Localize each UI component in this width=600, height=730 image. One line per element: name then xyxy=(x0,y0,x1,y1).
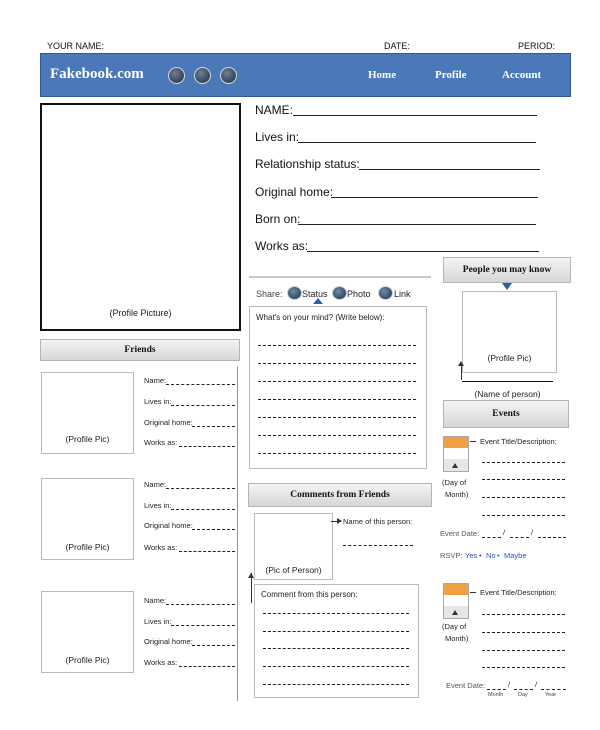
month-label: Month) xyxy=(445,634,469,643)
arrow-line xyxy=(461,366,462,380)
event-date-label: Event Date: xyxy=(446,681,486,690)
arrow-up-icon xyxy=(452,610,458,615)
friend-pic xyxy=(41,372,134,454)
share-divider xyxy=(249,276,431,278)
people-pic xyxy=(462,291,557,373)
friend-line[interactable] xyxy=(166,604,235,605)
arrow-up-icon xyxy=(458,361,464,366)
rsvp-maybe[interactable]: Maybe xyxy=(504,551,527,560)
share-status[interactable]: Status xyxy=(302,289,328,299)
event-line[interactable] xyxy=(482,497,565,498)
comment-line xyxy=(263,648,409,649)
friend-lives-label: Lives in: xyxy=(144,501,172,510)
arrow-down-icon xyxy=(502,283,512,290)
arrow-right-icon xyxy=(470,441,476,442)
profile-picture-box xyxy=(40,103,241,331)
date-slash: / xyxy=(508,680,511,689)
friend-line[interactable] xyxy=(171,509,235,510)
friend-lives-label: Lives in: xyxy=(144,397,172,406)
friend-pic-caption: (Profile Pic) xyxy=(65,655,110,665)
relationship-label: Relationship status: xyxy=(255,157,360,171)
friends-divider xyxy=(237,366,238,701)
event-desc-label: Event Title/Description: xyxy=(480,588,557,597)
event-day-line[interactable] xyxy=(514,689,533,690)
comment-line xyxy=(263,666,409,667)
comment-label: Comment from this person: xyxy=(261,590,358,599)
day-label: (Day of xyxy=(442,622,467,631)
event-line[interactable] xyxy=(482,614,565,615)
navbar xyxy=(40,53,571,97)
friend-works-label: Works as: xyxy=(144,658,178,667)
friend-line[interactable] xyxy=(171,625,235,626)
friend-name-label: Name: xyxy=(144,596,167,605)
comment-line xyxy=(263,631,409,632)
friend-works-label: Works as: xyxy=(144,438,178,447)
born-on-line[interactable] xyxy=(298,224,536,225)
arrow-up-icon xyxy=(248,573,254,578)
friend-lives-label: Lives in: xyxy=(144,617,172,626)
works-as-line[interactable] xyxy=(307,251,539,252)
comment-box[interactable] xyxy=(254,584,419,698)
photo-icon[interactable] xyxy=(332,286,347,300)
friend-name-label: Name: xyxy=(144,376,167,385)
comment-line xyxy=(263,684,409,685)
nav-home[interactable]: Home xyxy=(368,69,397,81)
nav-profile[interactable]: Profile xyxy=(435,69,467,81)
friend-line[interactable] xyxy=(171,405,235,406)
event-line[interactable] xyxy=(482,650,565,651)
event-line[interactable] xyxy=(482,479,565,480)
day-caption: Day xyxy=(518,692,528,698)
status-line xyxy=(258,435,416,436)
relationship-line[interactable] xyxy=(359,169,540,170)
rsvp-label: RSVP: xyxy=(440,551,463,560)
home-icon[interactable] xyxy=(168,67,185,84)
event-month-line[interactable] xyxy=(487,689,506,690)
original-home-label: Original home: xyxy=(255,185,334,199)
year-caption: Year xyxy=(545,692,557,698)
event-day-line[interactable] xyxy=(510,537,529,538)
comments-header: Comments from Friends xyxy=(248,483,432,507)
friend-home-label: Original home: xyxy=(144,418,193,427)
friend-pic-caption: (Profile Pic) xyxy=(65,542,110,552)
friend-line[interactable] xyxy=(179,446,235,447)
lives-in-line[interactable] xyxy=(298,142,536,143)
link-icon[interactable] xyxy=(378,286,393,300)
date-slash: / xyxy=(503,528,506,537)
original-home-line[interactable] xyxy=(331,197,538,198)
lives-in-label: Lives in: xyxy=(255,130,300,144)
status-box[interactable] xyxy=(249,306,427,469)
friend-pic xyxy=(41,591,134,673)
friend-line[interactable] xyxy=(166,488,235,489)
works-as-label: Works as: xyxy=(255,239,309,253)
status-line xyxy=(258,399,416,400)
mail-icon[interactable] xyxy=(220,67,237,84)
arrow-up-icon xyxy=(452,463,458,468)
events-header: Events xyxy=(443,400,569,428)
period-label: PERIOD: xyxy=(518,41,556,51)
arrow-up-icon xyxy=(313,298,323,304)
friend-pic xyxy=(41,478,134,560)
rsvp-bullet: • xyxy=(497,551,500,560)
event-date-label: Event Date: xyxy=(440,529,480,538)
name-field-label: NAME: xyxy=(255,103,294,117)
event-line[interactable] xyxy=(482,515,565,516)
brand-logo[interactable]: Fakebook.com xyxy=(50,66,144,82)
rsvp-no[interactable]: No xyxy=(486,551,496,560)
nav-account[interactable]: Account xyxy=(502,69,542,81)
date-label: DATE: xyxy=(384,41,410,51)
rsvp-bullet: • xyxy=(479,551,482,560)
day-label: (Day of xyxy=(442,478,467,487)
friend-pic-caption: (Profile Pic) xyxy=(65,434,110,444)
friend-line[interactable] xyxy=(179,551,235,552)
friend-home-label: Original home: xyxy=(144,637,193,646)
profile-picture-caption: (Profile Picture) xyxy=(109,308,172,318)
status-icon[interactable] xyxy=(287,286,302,300)
event-line[interactable] xyxy=(482,667,565,668)
share-label: Share: xyxy=(256,289,283,299)
people-name-line[interactable] xyxy=(462,381,553,382)
status-line xyxy=(258,381,416,382)
event-month-line[interactable] xyxy=(482,537,501,538)
friend-line[interactable] xyxy=(179,666,235,667)
status-prompt: What's on your mind? (Write below): xyxy=(256,313,385,322)
comment-person-pic xyxy=(254,513,333,580)
month-caption: Month xyxy=(488,692,504,698)
arrow-head-icon xyxy=(337,518,342,524)
name-field-line[interactable] xyxy=(293,115,537,116)
people-header: People you may know xyxy=(443,257,571,283)
friend-home-label: Original home: xyxy=(144,521,193,530)
event-year-line[interactable] xyxy=(541,689,566,690)
event-desc-label: Event Title/Description: xyxy=(480,437,557,446)
people-pic-caption: (Profile Pic) xyxy=(487,353,532,363)
people-name-caption: (Name of person) xyxy=(474,389,541,399)
friend-line[interactable] xyxy=(192,645,235,646)
month-label: Month) xyxy=(445,490,469,499)
share-photo[interactable]: Photo xyxy=(347,289,371,299)
date-slash: / xyxy=(535,680,538,689)
status-line xyxy=(258,345,416,346)
friends-header: Friends xyxy=(40,339,240,361)
rsvp-yes[interactable]: Yes xyxy=(465,551,478,560)
friend-line[interactable] xyxy=(166,384,235,385)
share-link[interactable]: Link xyxy=(394,289,411,299)
event-year-line[interactable] xyxy=(538,537,566,538)
comment-pic-caption: (Pic of Person) xyxy=(265,565,322,575)
event-line[interactable] xyxy=(482,462,565,463)
status-line xyxy=(258,453,416,454)
comment-line xyxy=(263,613,409,614)
friend-name-label: Name: xyxy=(144,480,167,489)
your-name-label: YOUR NAME: xyxy=(47,41,105,51)
event-line[interactable] xyxy=(482,632,565,633)
box-icon[interactable] xyxy=(194,67,211,84)
status-line xyxy=(258,363,416,364)
arrow-right-icon xyxy=(470,592,476,593)
friend-line[interactable] xyxy=(192,529,235,530)
date-slash: / xyxy=(531,528,534,537)
comment-name-line[interactable] xyxy=(343,545,413,546)
friend-line[interactable] xyxy=(192,426,235,427)
comment-name-label: Name of this person: xyxy=(343,517,413,526)
born-on-label: Born on: xyxy=(255,212,301,226)
status-line xyxy=(258,417,416,418)
friend-works-label: Works as: xyxy=(144,543,178,552)
